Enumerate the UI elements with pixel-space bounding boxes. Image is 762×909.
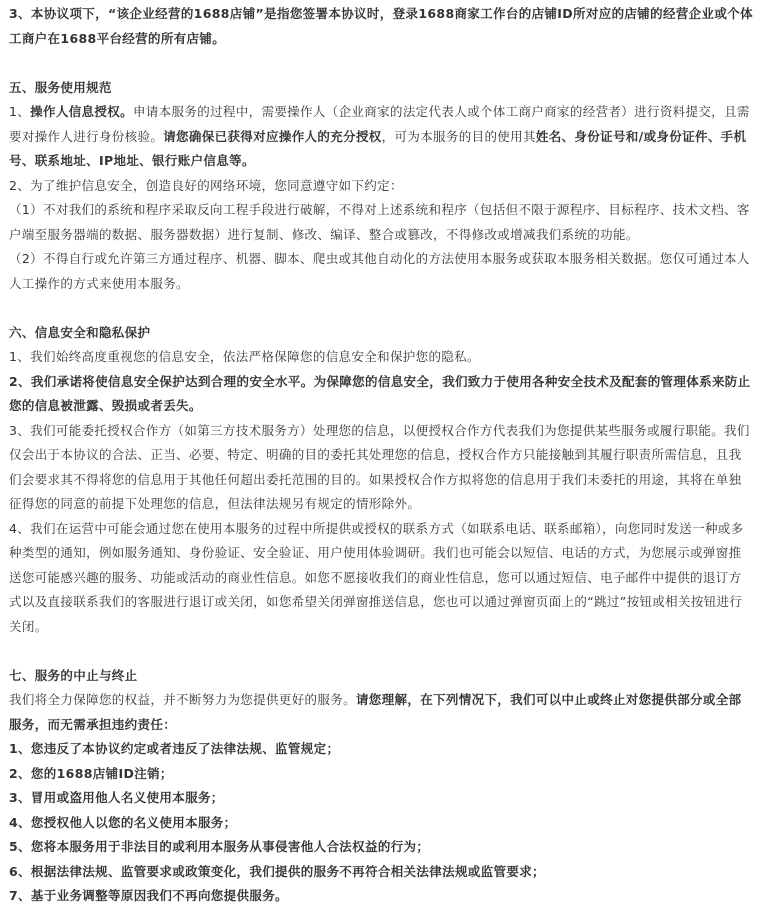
text-run: （2）不得自行或允许第三方通过程序、机器、脚本、爬虫或其他自动化的方法使用本服务或获取本服务相关数据。您仅可通过本人人工操作的方式来使用本服务。 (9, 251, 750, 291)
spacer (9, 639, 753, 664)
text-run: 1、 (9, 104, 31, 119)
bold-text-run: 4、您授权他人以您的名义使用本服务； (9, 814, 237, 830)
section6-item1 (9, 345, 753, 370)
text-run: 4、我们在运营中可能会通过您在使用本服务的过程中所提供或授权的联系方式（如联系电话、联系邮箱），向您同时发送一种或多种类型的通知，例如服务通知、身份验证、安全验证、用户使用体验调研。我们也可能会以短信、电话的方式，为您展示或弹窗推送您可能感兴趣的服务、功能或活动的商业性信息。如您不愿接收我们的商业性信息，您可以通过短信、电子邮件中提供的退订方式以及直接联系我们的客服进行退订或关闭，如您希望关闭弹窗推送信息，您也可以通过弹窗页面上的“跳过”按钮或相关按钮进行关闭。 (9, 520, 744, 634)
section7-item5 (9, 835, 753, 860)
spacer (9, 296, 753, 321)
section6-heading: 六、信息安全和隐私保护 (9, 324, 151, 340)
bold-text-run: 2、您的1688店铺ID注销； (9, 765, 173, 781)
section7-item4 (9, 811, 753, 836)
bold-text-run: 请您理解，在下列情况下，我们可以中止或终止对您提供部分或全部服务，而无需承担违约责任： (9, 692, 742, 732)
section3-item3 (9, 2, 753, 51)
bold-text-run: 2、我们承诺将使信息安全保护达到合理的安全水平。 (9, 373, 314, 389)
bold-text-run: 5、您将本服务用于非法目的或利用本服务从事侵害他人合法权益的行为； (9, 839, 430, 854)
bold-text-run: 3、本协议项下，“该企业经营的1688店铺”是指您签署本协议时，登录1688商家工作台的店铺ID所对应的店铺的经营企业或个体工商户在1688平台经营的所有店铺。 (9, 6, 753, 46)
text-run: （1）不对我们的系统和程序采取反向工程手段进行破解，不得对上述系统和程序（包括但不限于源程序、目标程序、技术文档、客户端至服务器端的数据、服务器数据）进行复制、修改、编译、整合或篡改，不得修改或增减我们系统的功能。 (9, 202, 750, 242)
section7-item2 (9, 762, 753, 787)
section7-item1 (9, 737, 753, 762)
bold-text-run: 1、您违反了本协议约定或者违反了法律法规、监管规定； (9, 741, 340, 756)
text-run: 3、我们可能委托授权合作方（如第三方技术服务方）处理您的信息，以便授权合作方代表我们为您提供某些服务或履行职能。我们仅会出于本协议的合法、正当、必要、特定、明确的目的委托其处理您的信息，授权合作方只能接触到其履行职责所需信息，且我们会要求其不得将您的信息用于其他任何超出委托范围的目的。如果授权合作方拟将您的信息用于我们未委托的用途，其将在单独征得您的同意的前提下处理您的信息，但法律法规另有规定的情形除外。 (9, 422, 750, 511)
section5-item2 (9, 174, 753, 199)
section7-item6 (9, 860, 753, 885)
bold-text-run: 3、冒用或盗用他人名义使用本服务； (9, 790, 224, 805)
bold-text-run: 请您确保已获得对应操作人的充分授权 (163, 128, 382, 144)
text-run: 申请本服务的过程中，需要操作人（企业商家的法定代表人或个体工商户商家的经营者）进行资料提交，且需要对操作人进行身份核验。 (9, 104, 750, 144)
text-run: 我们将全力保障您的权益，并不断努力为您提供更好的服务。 (9, 692, 356, 707)
bold-text-run: 6、根据法律法规、监管要求或政策变化，我们提供的服务不再符合相关法律法规或监管要求； (9, 863, 545, 879)
bold-text-run: 操作人信息授权。 (30, 104, 133, 119)
section5-item2-sub2 (9, 247, 753, 296)
section7-heading: 七、服务的中止与终止 (9, 667, 138, 683)
section7-item7 (9, 884, 753, 909)
spacer (9, 51, 753, 76)
text-run: 1、我们始终高度重视您的信息安全，依法严格保障您的信息安全和保护您的隐私。 (9, 349, 480, 364)
section7-item3 (9, 786, 753, 811)
section5-item1 (9, 100, 753, 174)
bold-text-run: 为保障您的信息安全，我们致力于使用各种安全技术及配套的管理体系来防止您的信息被泄露、毁损或者丢失。 (9, 373, 751, 413)
text-run: 2、为了维护信息安全，创造良好的网络环境，您同意遵守如下约定： (9, 177, 403, 193)
section6-item4 (9, 517, 753, 640)
section5-item2-sub1 (9, 198, 753, 247)
text-run: ，可为本服务的目的使用其 (381, 128, 536, 144)
section6-item2 (9, 370, 753, 419)
section7-intro (9, 688, 753, 737)
section6-item3 (9, 419, 753, 517)
section5-heading: 五、服务使用规范 (9, 79, 112, 95)
bold-text-run: 姓名、身份证号和/或身份证件、手机号、联系地址、IP地址、银行账户信息等。 (9, 128, 747, 168)
bold-text-run: 7、基于业务调整等原因我们不再向您提供服务。 (9, 888, 288, 903)
